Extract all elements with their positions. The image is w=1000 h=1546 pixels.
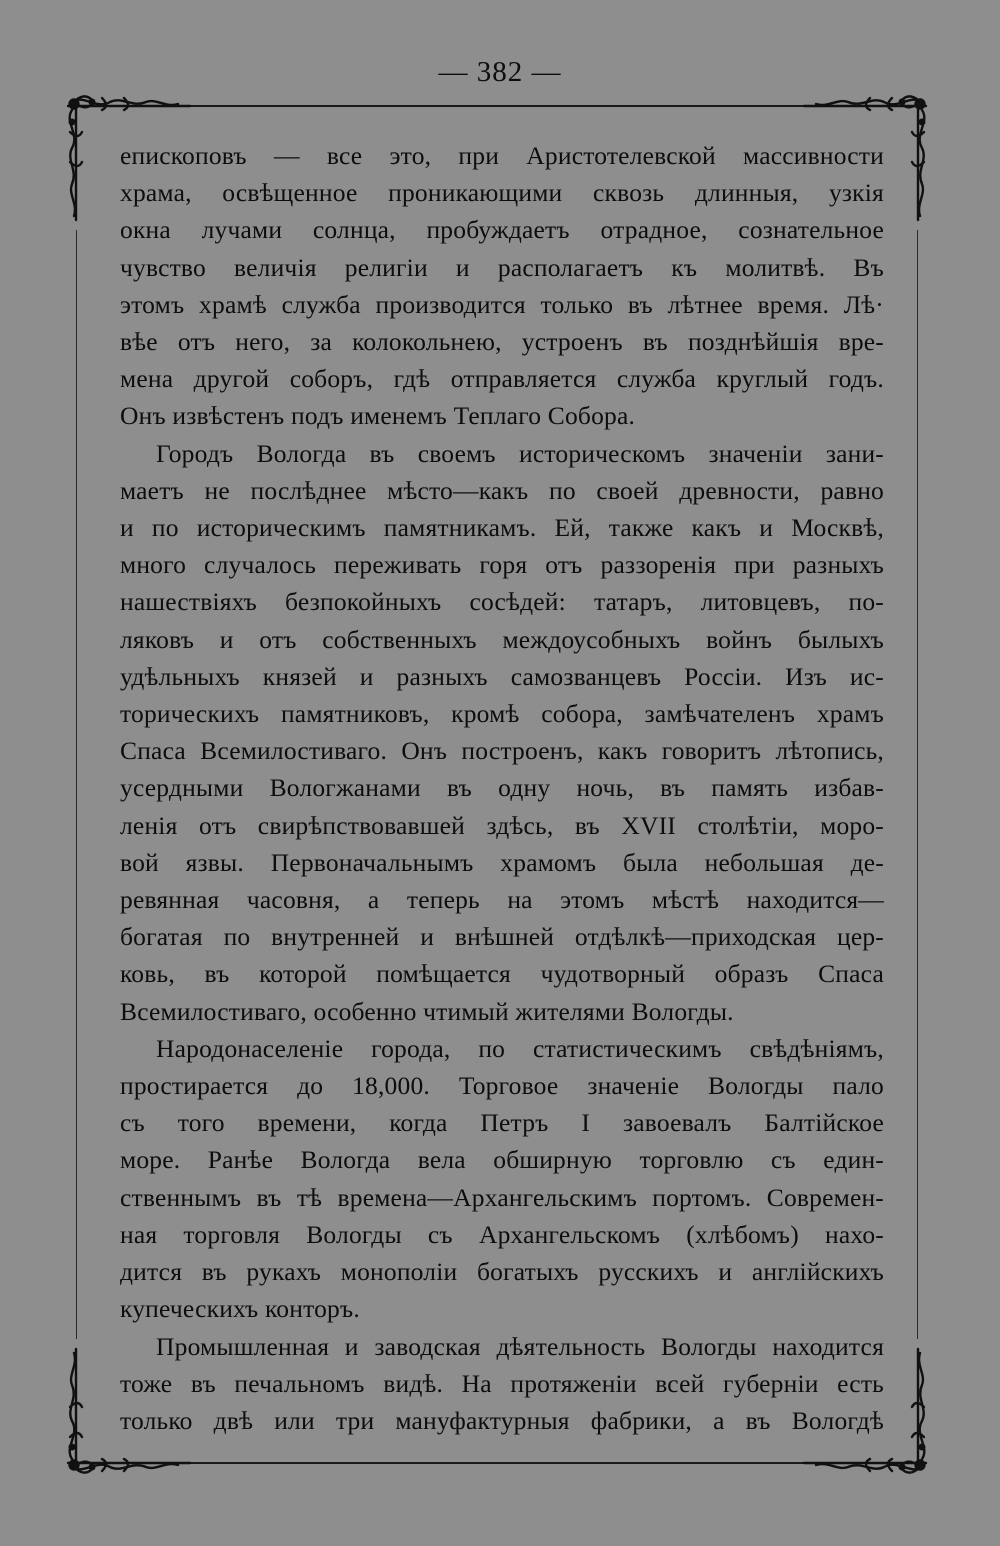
text-line: Народонаселеніе города, по статистическимъ свѣдѣніямъ, (156, 1033, 884, 1063)
frame-bottom-rule (190, 1462, 804, 1464)
text-line: храма, освѣщенное проникающими сквозь длинныя, узкія (120, 178, 884, 208)
text-line: только двѣ или три мануфактурныя фабрики, а въ Вологдѣ (120, 1405, 884, 1435)
frame-top-rule (190, 105, 804, 107)
text-line: чувство величія религіи и располагаетъ къ молитвѣ. Въ (120, 252, 884, 282)
text-line: ревянная часовня, а теперь на этомъ мѣстѣ находится— (120, 885, 884, 915)
text-line: много случалось переживать горя отъ раззоренія при разныхъ (120, 550, 884, 580)
text-line: простирается до 18,000. Торговое значеніе Вологды пало (120, 1071, 884, 1101)
text-line: этомъ храмѣ служба производится только въ лѣтнее время. Лѣ· (120, 289, 884, 319)
text-line: маетъ не послѣднее мѣсто—какъ по своей древности, равно (120, 475, 884, 505)
text-line: вѣе отъ него, за колокольнею, устроенъ въ позднѣйшія вре- (120, 327, 884, 357)
paragraph (120, 435, 884, 1030)
text-line: ленія отъ свирѣпствовавшей здѣсь, въ XVII столѣтіи, моро- (120, 810, 884, 840)
text-line: и по историческимъ памятникамъ. Ей, также какъ и Москвѣ, (120, 513, 884, 543)
text-line: епископовъ — все это, при Аристотелевской массивности (120, 141, 884, 170)
text-line: ная торговля Вологды съ Архангельскомъ (хлѣбомъ) нахо- (120, 1219, 884, 1249)
text-line: дится въ рукахъ монополіи богатыхъ русскихъ и англійскихъ (120, 1257, 884, 1287)
text-line: тоже въ печальномъ видѣ. На протяженіи всей губерніи есть (120, 1368, 884, 1398)
text-line: ственнымъ въ тѣ времена—Архангельскимъ портомъ. Современ- (120, 1182, 884, 1212)
text-line: окна лучами солнца, пробуждаетъ отрадное, сознательное (120, 215, 884, 245)
text-line: море. Ранѣе Вологда вела обширную торговлю съ един- (120, 1145, 884, 1175)
body-text (120, 137, 884, 1439)
text-line: Промышленная и заводская дѣятельность Вологды находится (156, 1331, 884, 1361)
text-line: усердными Вологжанами въ одну ночь, въ память избав- (120, 773, 884, 803)
paragraph (120, 137, 884, 435)
text-line: съ того времени, когда Петръ I завоевалъ Балтійское (120, 1108, 884, 1138)
text-line: Онъ извѣстенъ подъ именемъ Теплаго Собора. (120, 401, 636, 431)
frame-right-rule (917, 230, 918, 1339)
text-line: вой язвы. Первоначальнымъ храмомъ была небольшая де- (120, 847, 884, 877)
text-line: торическихъ памятниковъ, кромѣ собора, замѣчателенъ храмъ (120, 699, 884, 729)
page-number: — 382 — (438, 56, 562, 88)
frame-left-rule (76, 230, 77, 1339)
text-line: Спаса Всемилостиваго. Онъ построенъ, какъ говоритъ лѣтопись, (120, 736, 884, 766)
text-line: ляковъ и отъ собственныхъ междоусобныхъ войнъ былыхъ (120, 624, 884, 654)
text-line: нашествіяхъ безпокойныхъ сосѣдей: татаръ, литовцевъ, по- (120, 587, 884, 617)
text-line: богатая по внутренней и внѣшней отдѣлкѣ—приходская цер- (120, 922, 884, 952)
paragraph (120, 1030, 884, 1328)
text-line: ковь, въ которой помѣщается чудотворный образъ Спаса (120, 959, 884, 989)
text-line: мена другой соборъ, гдѣ отправляется служба круглый годъ. (120, 364, 884, 394)
text-line: Всемилостиваго, особенно чтимый жителями Вологды. (120, 996, 734, 1026)
text-line: купеческихъ конторъ. (120, 1294, 360, 1324)
text-line: Городъ Вологда въ своемъ историческомъ значеніи зани- (156, 438, 884, 468)
paragraph (120, 1328, 884, 1440)
text-line: удѣльныхъ князей и разныхъ самозванцевъ Россіи. Изъ ис- (120, 661, 884, 691)
